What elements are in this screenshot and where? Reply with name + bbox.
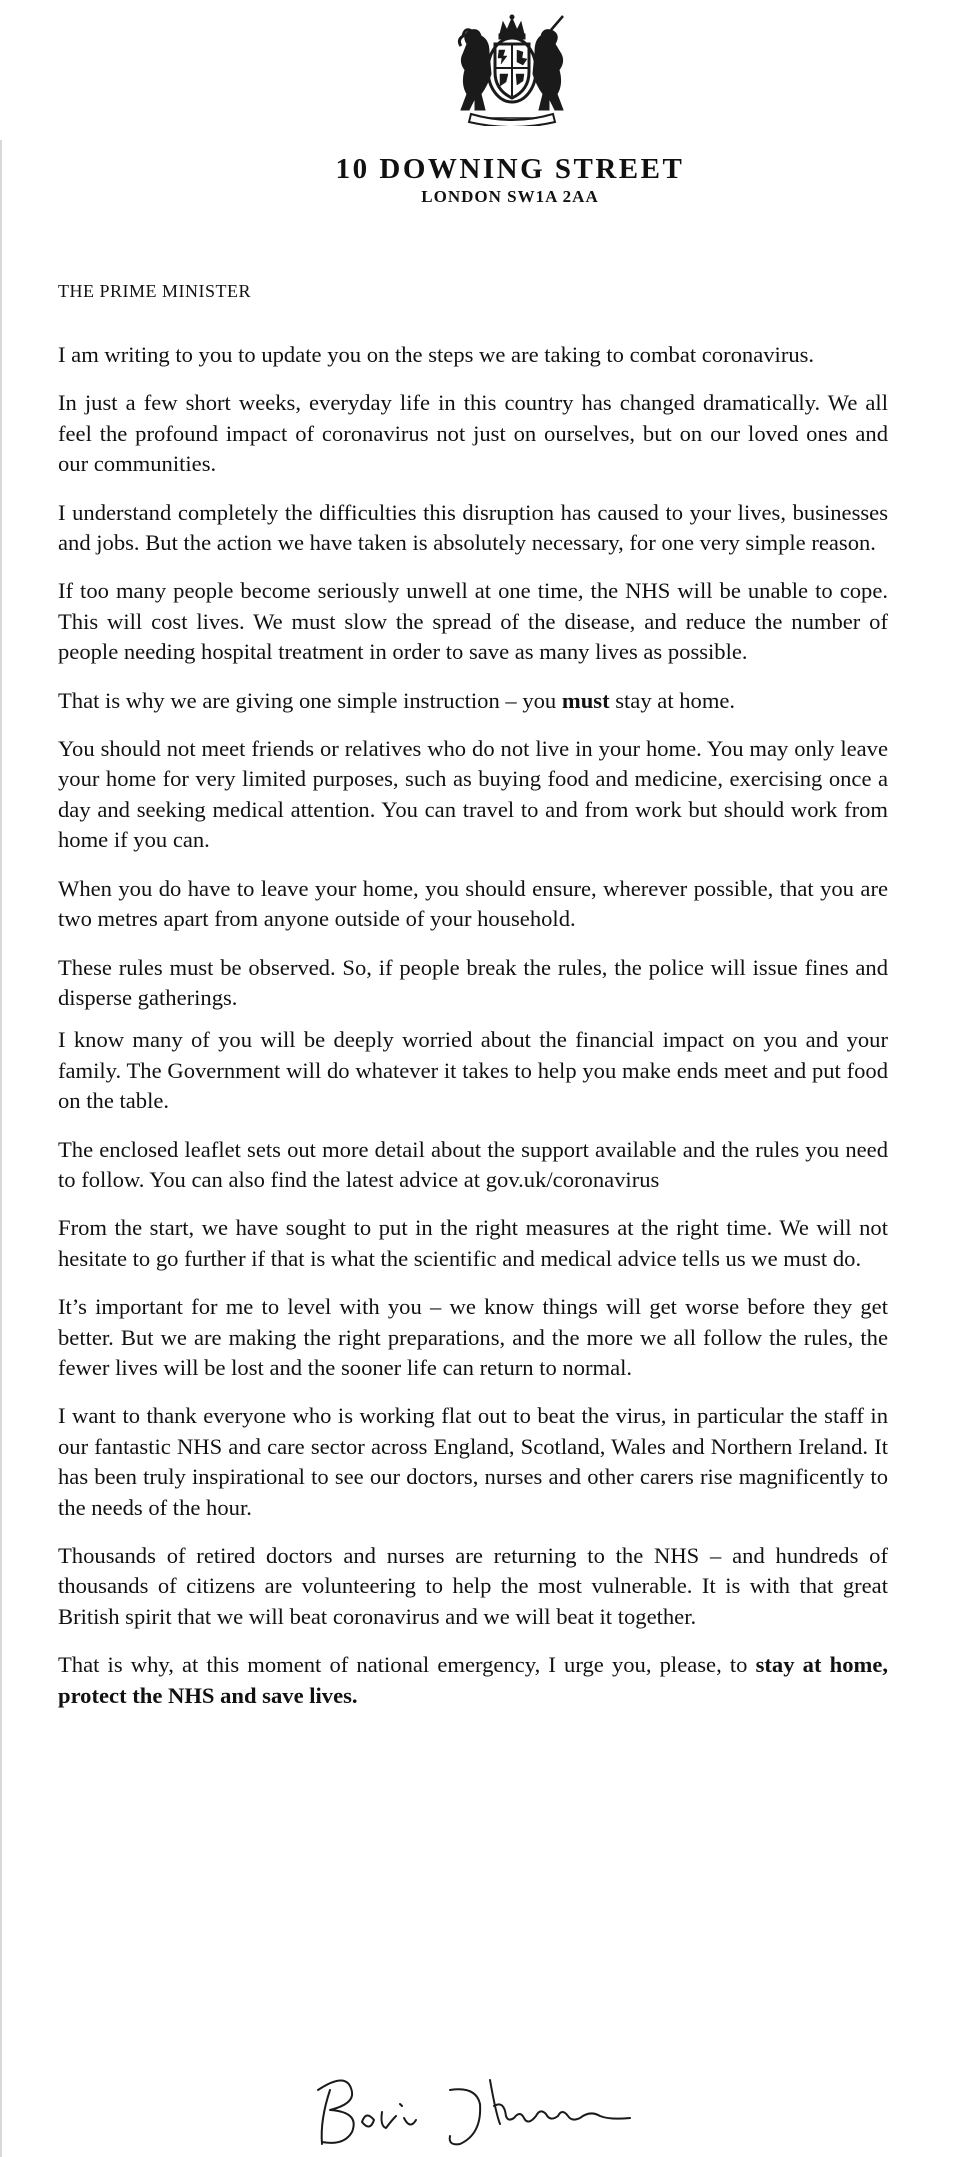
paragraph: It’s important for me to level with you – we know things will get worse before they get better. But we are making the right preparations, and the more we all follow the rules, the fewer lives will be lost and the sooner life can return to normal. bbox=[58, 1294, 888, 1380]
handwritten-signature-icon bbox=[300, 2060, 680, 2150]
paragraph: In just a few short weeks, everyday life in this country has changed dramatically. We all feel the profound impact of coronavirus not just on ourselves, but on our loved ones and our communities. bbox=[58, 390, 888, 477]
paragraph: I want to thank everyone who is working flat out to beat the virus, in particular the staff in our fantastic NHS and care sector across England, Scotland, Wales and Northern Ireland. It has been truly inspirational to see our doctors, nurses and other carers rise magnificently to the needs of the hour. bbox=[58, 1403, 888, 1520]
closing-call-to-action: stay at home, protect the NHS and save lives. bbox=[58, 1652, 888, 1708]
page-left-edge bbox=[0, 140, 2, 2157]
paragraph: You should not meet friends or relatives who do not live in your home. You may only leave your home for very limited purposes, such as buying food and medicine, exercising once a day and seeking medical attention. You can travel to and from work but should work from home if you can. bbox=[58, 736, 888, 853]
paragraph: From the start, we have sought to put in the right measures at the right time. We will not hesitate to go further if that is what the scientific and medical advice tells us we must do. bbox=[58, 1215, 888, 1271]
paragraph bbox=[58, 686, 888, 716]
paragraph: These rules must be observed. So, if people break the rules, the police will issue fines and disperse gatherings. bbox=[58, 954, 888, 1010]
paragraph bbox=[58, 1650, 888, 1711]
letter-body bbox=[58, 340, 888, 1711]
address-street: 10 DOWNING STREET bbox=[335, 153, 685, 185]
paragraph: I am writing to you to update you on the steps we are taking to combat coronavirus. bbox=[58, 342, 815, 367]
paragraph-text: That is why we are giving one simple instruction – you bbox=[58, 687, 562, 713]
paragraph-text: stay at home. bbox=[609, 687, 736, 713]
paragraph-text: That is why, at this moment of national emergency, I urge you, please, to bbox=[58, 1652, 756, 1678]
royal-coat-of-arms-icon bbox=[451, 14, 573, 126]
paragraph: Thousands of retired doctors and nurses are returning to the NHS – and hundreds of thousands of citizens are volunteering to help the most vulnerable. It is with that great British spirit that we will beat coronavirus and we will beat it together. bbox=[58, 1543, 888, 1629]
emphasis-must: must bbox=[561, 687, 610, 713]
paragraph: I understand completely the difficulties this disruption has caused to your lives, businesses and jobs. But the action we have taken is absolutely necessary, for one very simple reason. bbox=[58, 499, 888, 556]
paragraph: I know many of you will be deeply worried about the financial impact on you and your family. The Government will do whatever it takes to help you make ends meet and put food on the table. bbox=[58, 1027, 888, 1114]
paragraph: The enclosed leaflet sets out more detail about the support available and the rules you need to follow. You can also find the latest advice at gov.uk/coronavirus bbox=[58, 1136, 888, 1192]
address-city-postcode: LONDON SW1A 2AA bbox=[421, 187, 599, 206]
paragraph: If too many people become seriously unwell at one time, the NHS will be unable to cope. This will cost lives. We must slow the spread of the disease, and reduce the number of people needing hospital treatment in order to save as many lives as possible. bbox=[58, 578, 888, 665]
sender-title: THE PRIME MINISTER bbox=[58, 281, 251, 301]
paragraph: When you do have to leave your home, you should ensure, wherever possible, that you are two metres apart from anyone outside of your household. bbox=[58, 875, 888, 932]
